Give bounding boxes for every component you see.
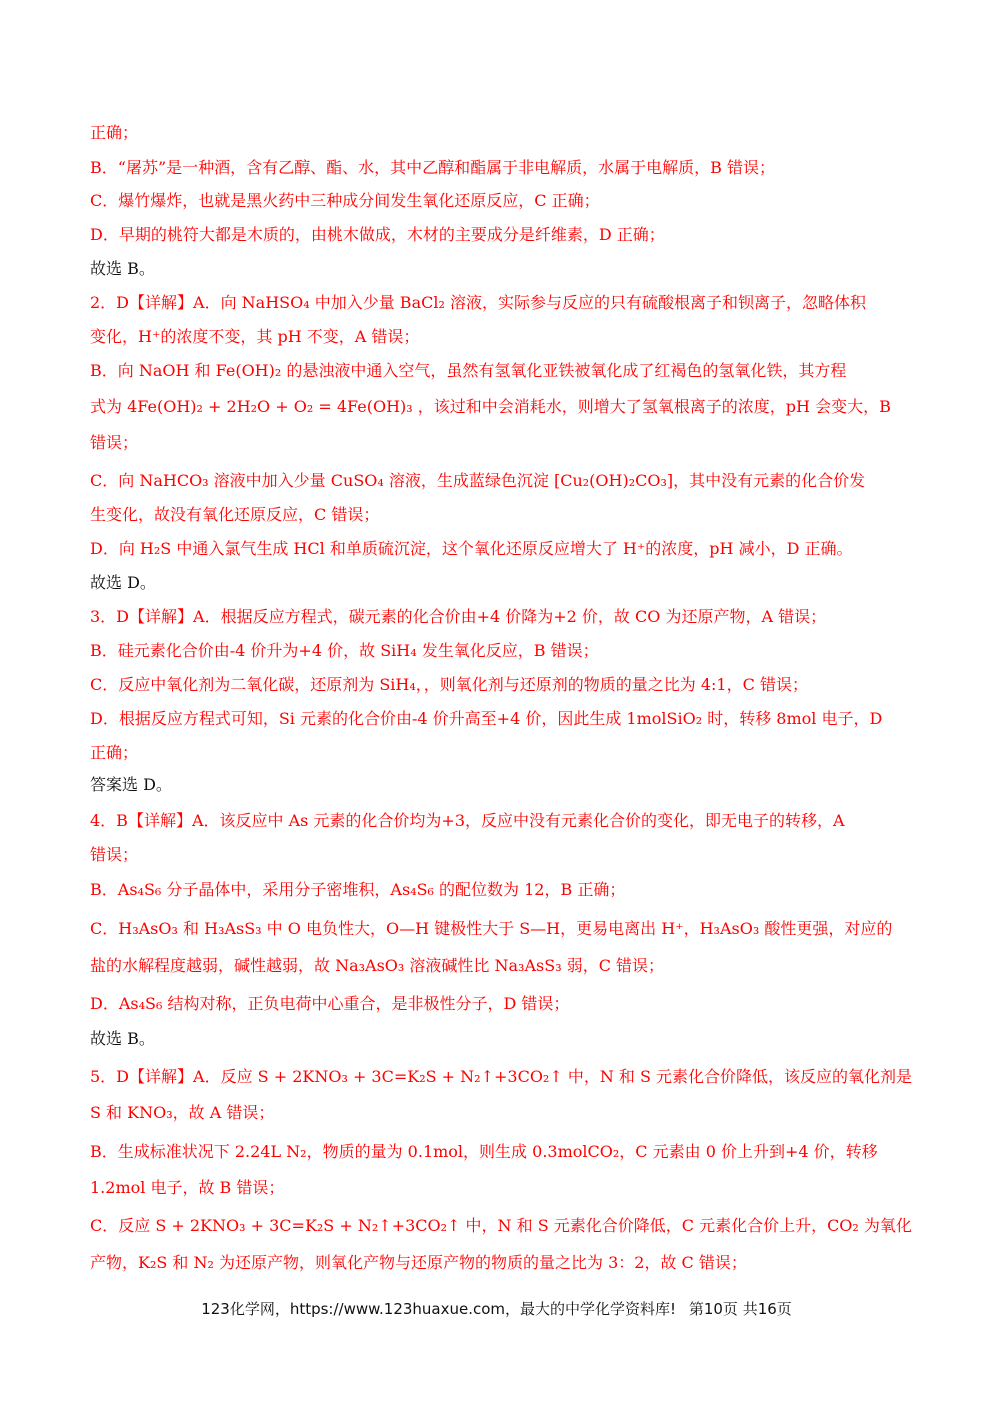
text-line: 正确； bbox=[90, 123, 139, 142]
text-line: 5．D【详解】A．反应 S + 2KNO₃ + 3C=K₂S + N₂↑+3CO₂↑ 中，N 和 S 元素化合价降低，该反应的氧化剂是 bbox=[90, 1067, 913, 1086]
text-line: 故选 B。 bbox=[90, 1029, 155, 1048]
text-line: C．H₃AsO₃ 和 H₃AsS₃ 中 O 电负性大，O—H 键极性大于 S—H，更易电离出 H⁺，H₃AsO₃ 酸性更强，对应的 bbox=[90, 919, 893, 938]
text-line: D．根据反应方程式可知，Si 元素的化合价由-4 价升高至+4 价，因此生成 1molSiO₂ 时，转移 8mol 电子，D bbox=[90, 709, 883, 728]
text-line: 故选 B。 bbox=[90, 259, 155, 278]
text-line: C．反应 S + 2KNO₃ + 3C=K₂S + N₂↑+3CO₂↑ 中，N 和 S 元素化合价降低，C 元素化合价上升，CO₂ 为氧化 bbox=[90, 1216, 912, 1235]
text-line: D．早期的桃符大都是木质的，由桃木做成，木材的主要成分是纤维素，D 正确； bbox=[90, 225, 665, 244]
text-line: C．反应中氧化剂为二氧化碳，还原剂为 SiH₄，，则氧化剂与还原剂的物质的量之比为 4:1，C 错误； bbox=[90, 675, 808, 694]
text-line: 错误； bbox=[90, 433, 139, 452]
text-line: 4．B【详解】A．该反应中 As 元素的化合价均为+3，反应中没有元素化合价的变化，即无电子的转移，A bbox=[90, 811, 845, 830]
footer-page-number: 第10页 共16页 bbox=[688, 1300, 792, 1318]
text-line: B．生成标准状况下 2.24L N₂，物质的量为 0.1mol，则生成 0.3molCO₂，C 元素由 0 价上升到+4 价，转移 bbox=[90, 1142, 878, 1161]
footer-site-text: 123化学网，https://www.123huaxue.com，最大的中学化学资料库! bbox=[201, 1300, 677, 1318]
text-line: 2．D【详解】A．向 NaHSO₄ 中加入少量 BaCl₂ 溶液，实际参与反应的只有硫酸根离子和钡离子，忽略体积 bbox=[90, 293, 866, 312]
text-line: D．As₄S₆ 结构对称，正负电荷中心重合，是非极性分子，D 错误； bbox=[90, 994, 570, 1013]
text-line: 3．D【详解】A．根据反应方程式，碳元素的化合价由+4 价降为+2 价，故 CO 为还原产物，A 错误； bbox=[90, 607, 827, 626]
text-line: B．As₄S₆ 分子晶体中，采用分子密堆积，As₄S₆ 的配位数为 12，B 正确； bbox=[90, 880, 626, 899]
text-line: B．硅元素化合价由-4 价升为+4 价，故 SiH₄ 发生氧化反应，B 错误； bbox=[90, 641, 599, 660]
text-line: 式为 4Fe(OH)₂ + 2H₂O + O₂ = 4Fe(OH)₃ ，该过和中会消耗水，则增大了氢氧根离子的浓度，pH 会变大，B bbox=[90, 397, 891, 416]
text-line: C．向 NaHCO₃ 溶液中加入少量 CuSO₄ 溶液，生成蓝绿色沉淀 [Cu₂(OH)₂CO₃]，其中没有元素的化合价发 bbox=[90, 471, 866, 490]
text-line: 产物，K₂S 和 N₂ 为还原产物，则氧化产物与还原产物的物质的量之比为 3：2，故 C 错误； bbox=[90, 1253, 747, 1272]
page-footer bbox=[0, 1298, 993, 1319]
text-line: 生变化，故没有氧化还原反应，C 错误； bbox=[90, 505, 380, 524]
text-line: 错误； bbox=[90, 845, 139, 864]
text-line: B．“屠苏”是一种酒，含有乙醇、酯、水，其中乙醇和酯属于非电解质，水属于电解质，B 错误； bbox=[90, 158, 775, 177]
text-line: 正确； bbox=[90, 743, 139, 762]
text-line: S 和 KNO₃，故 A 错误； bbox=[90, 1103, 275, 1122]
text-line: 变化，H⁺的浓度不变，其 pH 不变，A 错误； bbox=[90, 327, 420, 346]
text-line: B．向 NaOH 和 Fe(OH)₂ 的悬浊液中通入空气，虽然有氢氧化亚铁被氧化成了红褐色的氢氧化铁，其方程 bbox=[90, 361, 847, 380]
text-line: 1.2mol 电子，故 B 错误； bbox=[90, 1178, 285, 1197]
text-line: 盐的水解程度越弱，碱性越弱，故 Na₃AsO₃ 溶液碱性比 Na₃AsS₃ 弱，C 错误； bbox=[90, 956, 665, 975]
text-line: D．向 H₂S 中通入氯气生成 HCl 和单质硫沉淀，这个氧化还原反应增大了 H⁺的浓度，pH 减小，D 正确。 bbox=[90, 539, 853, 558]
text-line: 答案选 D。 bbox=[90, 775, 172, 794]
text-line: 故选 D。 bbox=[90, 573, 156, 592]
text-line: C．爆竹爆炸，也就是黑火药中三种成分间发生氧化还原反应，C 正确； bbox=[90, 191, 600, 210]
